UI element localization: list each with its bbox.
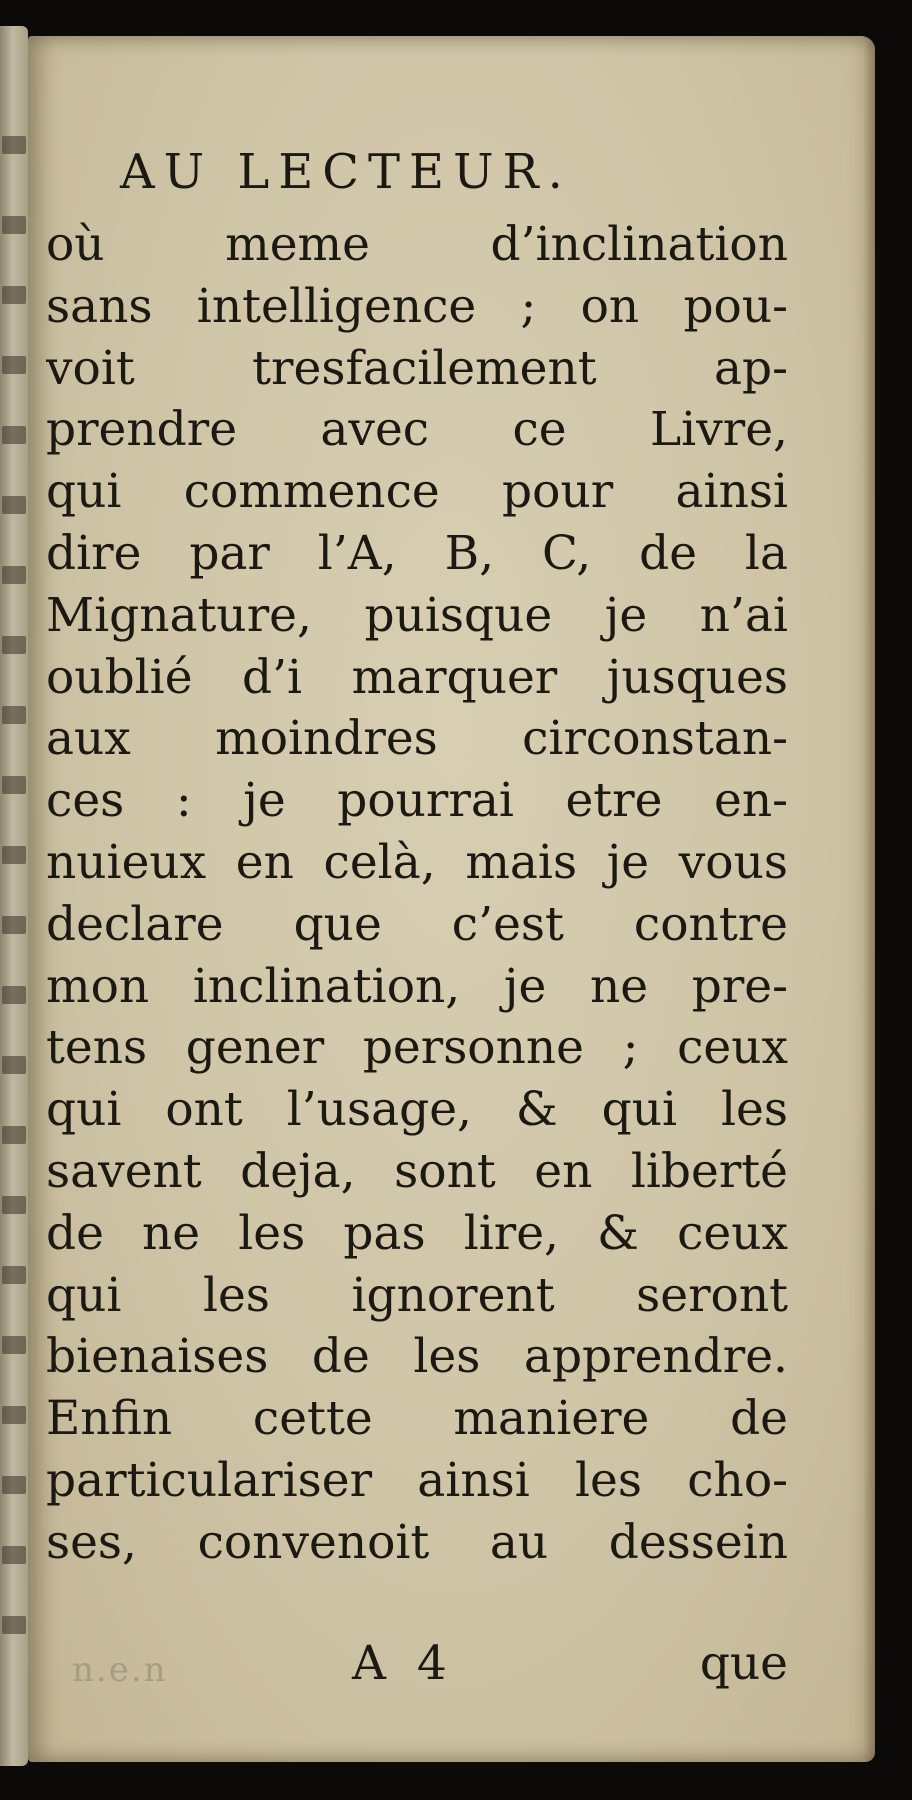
book-page	[28, 36, 875, 1762]
text-line: dire par l’A, B, C, de la	[46, 525, 788, 581]
text-line: de ne les pas lire, & ceux	[46, 1205, 788, 1261]
text-line: où meme d’inclination	[46, 217, 788, 272]
text-line: particulariser ainsi les cho-	[46, 1452, 788, 1508]
text-line: nuieux en celà, mais je vous	[46, 834, 788, 890]
body-text	[46, 214, 788, 1574]
text-line: Mignature, puisque je n’ai	[46, 587, 788, 643]
text-line: qui les ignorent seront	[46, 1267, 788, 1323]
text-line: Enfin cette maniere de	[46, 1391, 788, 1447]
text-line: tens gener personne ; ceux	[46, 1020, 788, 1076]
text-line: qui commence pour ainsi	[46, 464, 788, 520]
text-line: bienaises de les apprendre.	[46, 1329, 788, 1385]
running-head: AU LECTEUR.	[120, 144, 572, 200]
page-edge-shadow	[863, 36, 875, 1762]
text-line: voit tresfacilement ap-	[46, 340, 788, 396]
signature-mark: A 4	[352, 1636, 455, 1691]
text-line: sans intelligence ; on pou-	[46, 278, 788, 334]
text-line: declare que c’est contre	[46, 896, 788, 952]
catchword: que	[699, 1636, 788, 1691]
previous-page-edge	[0, 26, 28, 1766]
text-line: savent deja, sont en liberté	[46, 1143, 788, 1199]
text-line: prendre avec ce Livre,	[46, 402, 788, 458]
text-line: aux moindres circonstan-	[46, 711, 788, 767]
show-through-text: n.e.n	[72, 1650, 168, 1690]
text-line: ces : je pourrai etre en-	[46, 773, 788, 829]
text-line: mon inclination, je ne pre-	[46, 958, 788, 1014]
text-line: oublié d’i marquer jusques	[46, 649, 788, 705]
text-line: qui ont l’usage, & qui les	[46, 1082, 788, 1138]
page-footer	[46, 1636, 788, 1706]
text-line: ses, convenoit au dessein	[46, 1514, 788, 1570]
